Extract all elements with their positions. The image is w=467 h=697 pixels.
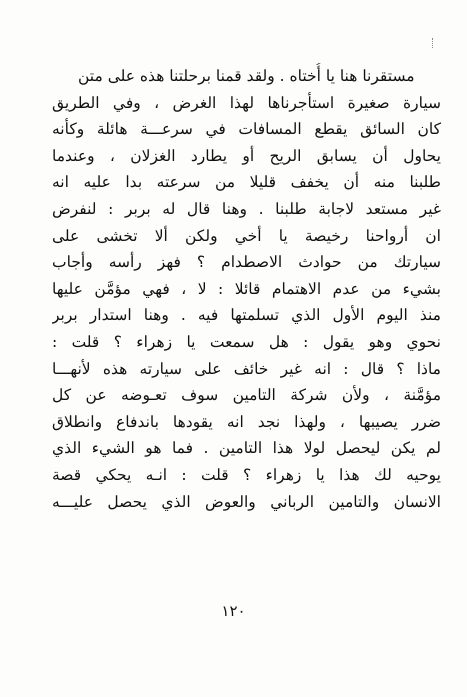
- text-line-16: يوحيه لك هذا يا زهراء ؟ قلت : انـه يحكي قصة: [52, 466, 441, 484]
- text-line-14: ضرر يصيبها ، ولهذا نجد انه يقودها باندفاع وانطلاق: [52, 412, 441, 431]
- text-line-8: سيارتك من حوادث الاصطدام ؟ فهز رأسه وأجاب: [52, 253, 441, 272]
- text-line-10: منذ اليوم الأول الذي تسلمتها فيه . وهنا استدار بربر: [52, 306, 441, 325]
- text-line-5: طلبنا منه أن يخفف قليلا من سرعته بدا عليه انه: [52, 173, 441, 192]
- text-line-3: كان السائق يقطع المسافات في سرعـــة هائلة وكأنه: [52, 120, 441, 139]
- text-line-11: نحوي وهو يقول : هل سمعت يا زهراء ؟ قلت :: [52, 333, 441, 351]
- page-number: ١٢٠: [221, 602, 246, 620]
- text-line-4: يحاول أن يسابق الريح أو يطارد الغزلان ، وعندما: [52, 146, 441, 165]
- text-line-7: ان أرواحنا رخيصة يا أخي ولكن ألا تخشى على: [52, 226, 441, 245]
- text-line-1: مستقرنا هنا يا أُختاه . ولقد قمنا برحلتنا هذه على متن: [78, 67, 415, 85]
- text-line-2: سيارة صغيرة استأجرناها لهذا الغرض ، وفي الطريق: [52, 93, 441, 112]
- text-line-6: غير مستعد لاجابة طلبنا . وهنا قال له بربر : لنفرض: [52, 200, 441, 218]
- margin-mark: [432, 38, 435, 48]
- text-line-13: مؤمَّنة ، ولأن شركة التامين سوف تعـوضه عن كل: [52, 386, 441, 405]
- text-line-15: لم يكن ليحصل لولا هذا التامين . فما هو الشيء الذي: [52, 439, 441, 458]
- text-line-17: الانسان والتامين الرباني والعوض الذي يحصل عليـــه: [52, 492, 441, 511]
- text-line-9: بشيء من عدم الاهتمام قائلا : لا ، فهي مؤمَّن عليها: [52, 279, 441, 298]
- text-line-12: ماذا ؟ قال : انه غير خائف على سيارته هذه لأنهـــا: [52, 359, 441, 378]
